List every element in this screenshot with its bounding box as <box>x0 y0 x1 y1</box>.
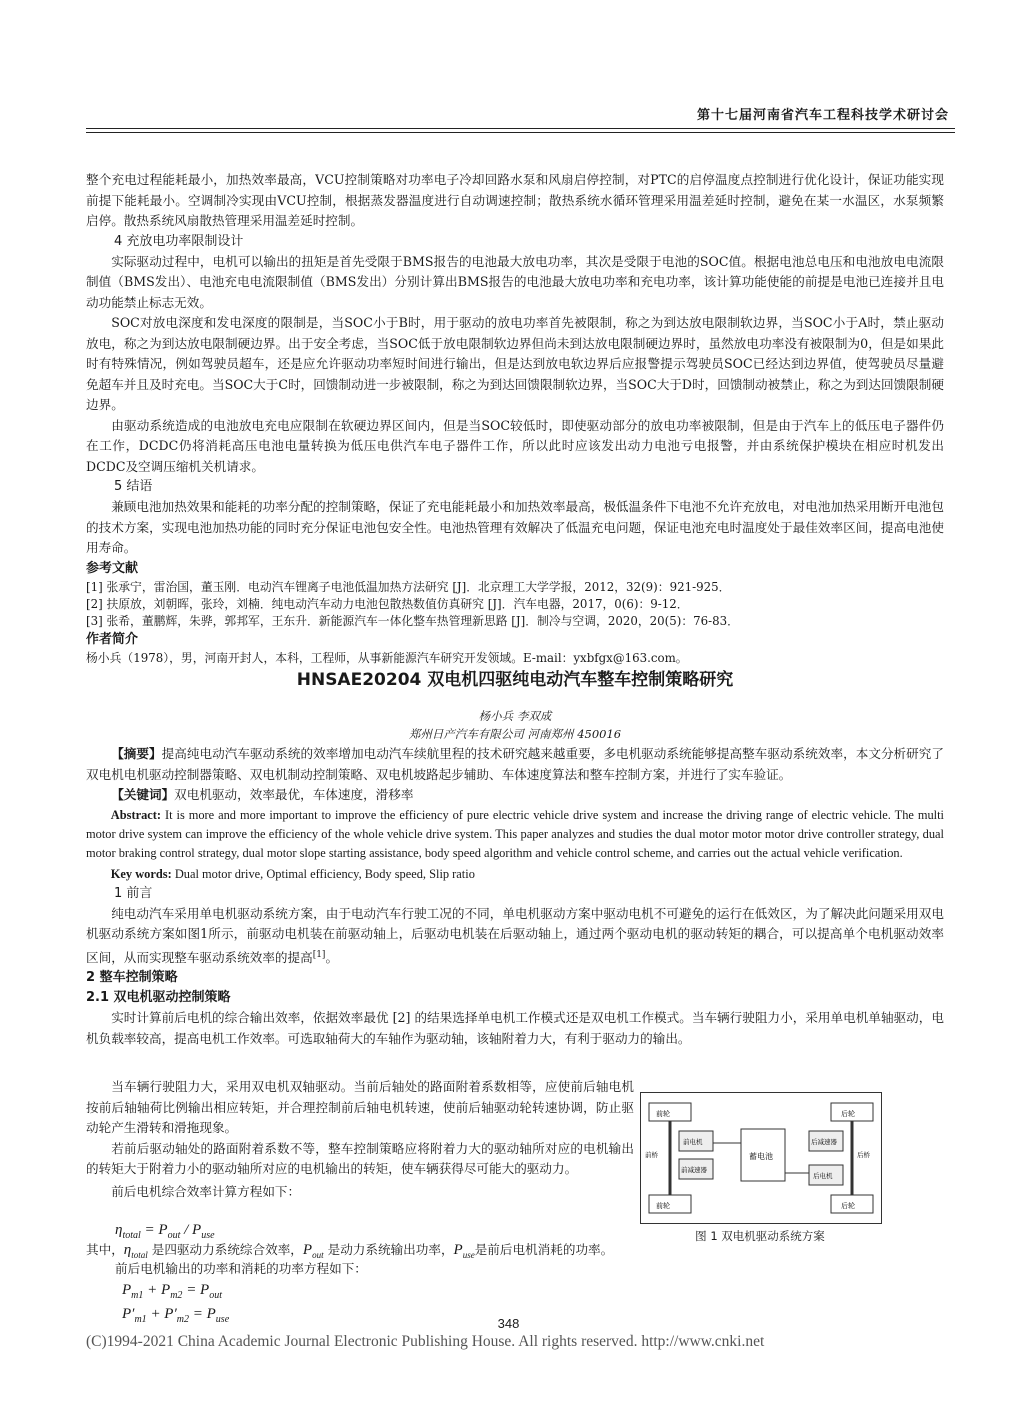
wheel-label: 后轮 <box>841 1110 855 1118</box>
english-abstract <box>86 806 944 863</box>
en-keywords-text: Dual motor drive, Optimal efficiency, Body speed, Slip ratio <box>174 866 475 881</box>
paragraph: 当车辆行驶阻力大，采用双电机双轴驱动。当前后轴处的路面附着系数相等，应使前后轴电机按前后轴轴荷比例输出相应转矩，并合理控制前后轴电机转速，使前后轴驱动轮转速协调，防止驱动轮产生滑转和滑拖现象。 <box>86 1079 634 1135</box>
header-rule <box>86 128 955 129</box>
figure-caption: 图 1 双电机驱动系统方案 <box>695 1229 825 1243</box>
subsection-heading: 2.1 双电机驱动控制策略 <box>86 990 231 1006</box>
paragraph: 实时计算前后电机的综合输出效率，依据效率最优 [2] 的结果选择单电机工作模式还是双电机工作模式。当车辆行驶阻力小，采用单电机单轴驱动，电机负载率较高，提高电机工作效率。可选取轴荷大的车轴作为驱动轴，该轴附着力大，有利于驱动力的输出。 <box>86 1010 944 1046</box>
paragraph: 前后电机综合效率计算方程如下： <box>111 1183 301 1199</box>
en-keywords-label: Key words: <box>110 866 172 881</box>
author-heading: 作者简介 <box>86 631 139 647</box>
copyright-footer: (C)1994-2021 China Academic Journal Electronic Publishing House. All rights reserved. http://www.cnki.net <box>86 1333 765 1350</box>
reference-item: [1] 张承宁，雷治国，董玉刚．电动汽车锂离子电池低温加热方法研究 [J]．北京理工大学学报，2012，32(9)：921-925． <box>86 579 731 594</box>
text-beside-figure <box>86 1077 634 1202</box>
keywords <box>86 785 944 806</box>
header-rule-thin <box>86 132 955 133</box>
keywords-label: 【关键词】 <box>111 787 175 802</box>
references-heading: 参考文献 <box>86 560 139 576</box>
en-abstract-label: Abstract: <box>110 807 162 822</box>
figure-1-diagram <box>640 1092 882 1224</box>
keywords-text: 双电机驱动，效率最优，车体速度，滑移率 <box>174 787 414 802</box>
where-text: 是前后电机消耗的功率。 <box>474 1242 614 1257</box>
battery-label: 蓄电池 <box>749 1152 773 1161</box>
paragraph: 实际驱动过程中，电机可以输出的扭矩是首先受限于BMS报告的电池最大放电功率，其次是受限于电池的SOC值。根据电池总电压和电池放电电流限制值（BMS发出）、电池充电电流限制值（BMS发出）分别计算出BMS报告的电池最大放电功率和充电功率，该计算功能使能的前提是电池已连接并且电动功能禁止标志无效。 <box>86 253 944 310</box>
section-heading: 4 充放电功率限制设计 <box>114 233 244 249</box>
previous-article-tail <box>86 170 944 667</box>
rear-motor-label: 后电机 <box>813 1172 833 1180</box>
wheel-label: 前轮 <box>656 1202 670 1210</box>
rear-reducer-label: 后减速器 <box>811 1138 837 1146</box>
power-equation-2: $P'_{m1} + P'_{m2} = P_{use}$ <box>122 1306 230 1325</box>
author-bio: 杨小兵（1978），男，河南开封人，本科，工程师，从事新能源汽车研究开发领域。E-mail：yxbfgx@163.com。 <box>86 650 688 665</box>
front-axle-label: 前桥 <box>645 1151 658 1159</box>
abstract-label: 【摘要】 <box>111 746 162 761</box>
article-affiliation: 郑州日产汽车有限公司 河南郑州 450016 <box>408 727 622 741</box>
wheel-label: 前轮 <box>656 1110 670 1118</box>
front-motor-label: 前电机 <box>683 1138 703 1146</box>
where-text: 是动力系统输出功率， <box>327 1242 454 1257</box>
front-reducer-label: 前减速器 <box>681 1166 707 1174</box>
section-heading: 1 前言 <box>114 885 153 901</box>
running-header <box>0 104 1017 128</box>
paragraph: 整个充电过程能耗最小，加热效率最高，VCU控制策略对功率电子冷却回路水泵和风扇启停控制，对PTC的启停温度点控制进行优化设计，保证功能实现前提下能耗最小。空调制冷实现由VCU控制，根据蒸发器温度进行自动调速控制；散热系统水循环管理采用温差延时控制，避免在某一水温区，水泵频繁启停。散热系统风扇散热管理采用温差延时控制。 <box>86 172 944 228</box>
paragraph: 若前后驱动轴处的路面附着系数不等，整车控制策略应将附着力大的驱动轴所对应的电机输出的转矩大于附着力小的驱动轴所对应的电机输出的转矩，使车辆获得尽可能大的驱动力。 <box>86 1140 634 1176</box>
page-number: 348 <box>497 1316 520 1331</box>
abstract <box>86 744 944 785</box>
efficiency-equation: $\eta_{total} = P_{out} / P_{use}$ <box>115 1222 215 1241</box>
article-title: HNSAE20204 双电机四驱纯电动汽车整车控制策略研究 <box>296 670 734 690</box>
reference-item: [3] 张希，董鹏辉，朱骅，郭邦军，王东升．新能源汽车一体化整车热管理新思路 [J]．制冷与空调，2020，20(5)：76-83． <box>86 613 739 628</box>
section-heading: 2 整车控制策略 <box>86 970 178 986</box>
conference-name: 第十七届河南省汽车工程科技学术研讨会 <box>696 108 949 123</box>
abstract-text: 提高纯电动汽车驱动系统的效率增加电动汽车续航里程的技术研究越来越重要，多电机驱动系统能够提高整车驱动系统效率，本文分析研究了双电机电机驱动控制器策略、双电机制动控制策略、双电机坡路起步辅助、车体速度算法和整车控制方案，并进行了实车验证。 <box>86 746 945 782</box>
wheel-label: 后轮 <box>841 1202 855 1210</box>
where-text: 其中， <box>86 1242 124 1257</box>
rear-axle-label: 后桥 <box>857 1151 870 1159</box>
paragraph: 兼顾电池加热效果和能耗的功率分配的控制策略，保证了充电能耗最小和加热效率最高，极低温条件下电池不允许充放电，对电池加热采用断开电池包的技术方案，实现电池加热功能的同时充分保证电池包安全性。电池热管理有效解决了低温充电问题，保证电池充电时温度处于最佳效率区间，提高电池使用寿命。 <box>86 499 944 555</box>
reference-item: [2] 扶原放，刘朝晖，张玲，刘楠．纯电动汽车动力电池包散热数值仿真研究 [J]．汽车电器，2017，0(6)：9-12． <box>86 596 689 611</box>
drive-system-diagram <box>641 1093 881 1223</box>
citation: [1] <box>312 949 326 960</box>
intro-end: 。 <box>325 949 339 965</box>
intro-text: 纯电动汽车采用单电机驱动系统方案，由于电动汽车行驶工况的不同，单电机驱动方案中驱动电机不可避免的运行在低效区，为了解决此问题采用双电机驱动系统方案如图1所示，前驱动电机装在前驱动轴上，后驱动电机装在后驱动轴上，通过两个驱动电机的驱动转矩的耦合，可以提高单个电机驱动效率区间，从而实现整车驱动系统效率的提高 <box>86 905 944 965</box>
power-equation-1: $P_{m1} + P_{m2} = P_{out}$ <box>122 1282 223 1301</box>
paragraph <box>86 904 944 969</box>
paragraph: 前后电机输出的功率和消耗的功率方程如下： <box>115 1261 367 1276</box>
symbol-definitions: 其中，$\eta_{total}$ 是四驱动力系统综合效率，$P_{out}$ 是动力系统输出功率，$P_{use}$是前后电机消耗的功率。 <box>86 1242 614 1260</box>
en-abstract-text: It is more and more important to improve the efficiency of pure electric vehicle drive system and increase the driving range of electric vehicle. The multi motor drive system can improve the efficiency of the whole vehicle drive system. This paper analyzes and studies the dual motor motor motor drive controller strategy, dual motor braking control strategy, dual motor slope starting assistance, body speed algorithm and vehicle control scheme, and carries out the actual vehicle verification. <box>86 807 944 860</box>
where-text: 是四驱动力系统综合效率， <box>151 1242 303 1257</box>
paragraph: 由驱动系统造成的电池放电充电应限制在软硬边界区间内，但是当SOC较低时，即使驱动部分的放电功率被限制，但是由于汽车上的低压电子器件仍在工作，DCDC仍将消耗高压电池电量转换为低压电供汽车电子器件工作，所以此时应该发出动力电池亏电报警，并由系统保护模块在相应时机发出DCDC及空调压缩机关机请求。 <box>86 417 944 474</box>
paragraph: SOC对放电深度和发电深度的限制是，当SOC小于B时，用于驱动的放电功率首先被限制，称之为到达放电限制软边界，当SOC小于A时，禁止驱动放电，称之为到达放电限制硬边界。出于安全考虑，当SOC低于放电限制软边界但尚未到达放电限制硬边界时，虽然放电功率没有被限制为0，但是如果此时有特殊情况，例如驾驶员超车，还是应允许驱动功率短时间进行输出，但是达到放电软边界后应报警提示驾驶员SOC已经达到边界值，使驾驶员尽量避免超车并且及时充电。当SOC大于C时，回馈制动进一步被限制，称之为到达回馈限制软边界，当SOC大于D时，回馈制动被禁止，称之为到达回馈限制硬边界。 <box>86 315 944 412</box>
article-front <box>86 744 944 1049</box>
section-heading: 5 结语 <box>114 479 153 494</box>
article-authors: 杨小兵 李双成 <box>478 709 552 723</box>
english-keywords <box>86 865 944 884</box>
